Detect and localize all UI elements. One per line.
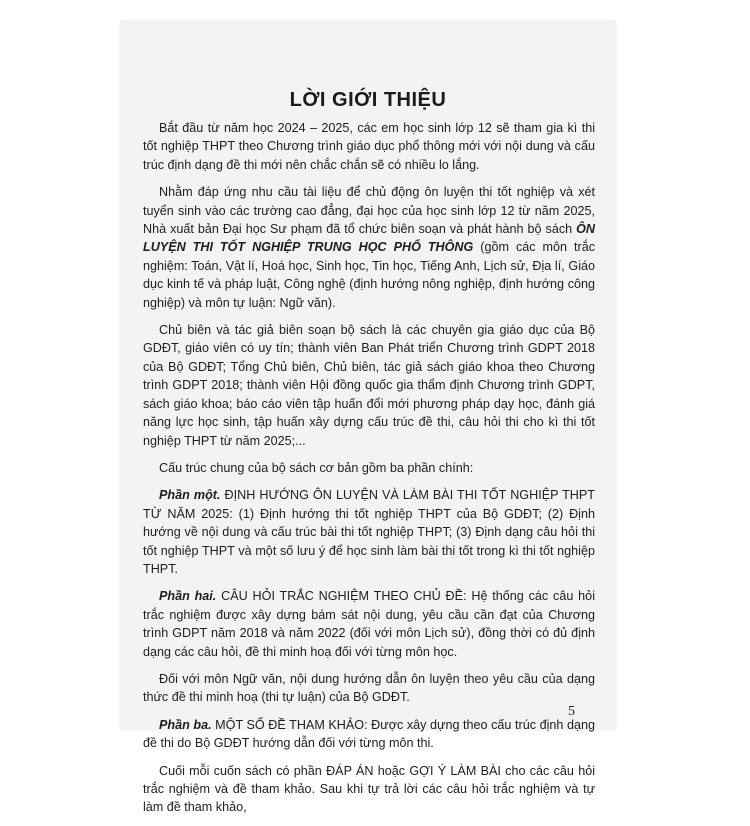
part-one-label: Phần một. xyxy=(159,488,221,503)
paragraph-part-one xyxy=(143,486,595,578)
paragraph-purpose-before: Nhằm đáp ứng nhu cầu tài liệu để chủ động ôn luyện thi tốt nghiệp và xét tuyển sinh vào các trường cao đẳng, đại học của học sinh lớp 12 từ năm 2025, Nhà xuất bản Đại học Sư phạm đã tổ chức biên soạn và phát hành bộ sách xyxy=(143,185,595,237)
paragraph-purpose-after: (gồm các môn trắc nghiệm: Toán, Vật lí, Hoá học, Sinh học, Tin học, Tiếng Anh, Lịch sử, Địa lí, Giáo dục kinh tế và pháp luật, Công nghệ (định hướng nông nghiệp, định hướng công nghiệp) và môn tự luận: Ngữ văn). xyxy=(143,240,596,310)
paragraph-answers: Cuối mỗi cuốn sách có phần ĐÁP ÁN hoặc GỢI Ý LÀM BÀI cho các câu hỏi trắc nghiệm và đề tham khảo. Sau khi tự trả lời các câu hỏi trắc nghiệm và tự làm đề tham khảo, xyxy=(143,763,595,815)
page-title: LỜI GIỚI THIỆU xyxy=(289,89,447,111)
part-three-label: Phần ba. xyxy=(159,717,212,732)
part-two-label: Phần hai. xyxy=(159,589,217,604)
paragraph-literature: Đối với môn Ngữ văn, nội dung hướng dẫn ôn luyện theo yêu cầu của dạng thức đề thi minh hoạ (thi tự luận) của Bộ GDĐT. xyxy=(143,671,595,705)
body-text xyxy=(143,119,595,826)
page-number: 5 xyxy=(568,704,575,719)
part-three-text: MỘT SỐ ĐỀ THAM KHẢO: Được xây dựng theo cấu trúc định dạng đề thi do Bộ GDĐT hướng dẫn đối với từng môn thi. xyxy=(143,717,596,751)
paragraph-structure: Cấu trúc chung của bộ sách cơ bản gồm ba phần chính: xyxy=(159,460,474,475)
part-one-text: ĐỊNH HƯỚNG ÔN LUYỆN VÀ LÀM BÀI THI TỐT NGHIỆP THPT TỪ NĂM 2025: (1) Định hướng thi tốt nghiệp THPT của Bộ GDĐT; (2) Định hướng về nội dung và cấu trúc bài thi tốt nghiệp THPT; (3) Định dạng câu hỏi thi tốt nghiệp THPT và một số lưu ý để học sinh làm bài thi tốt trong kì thi tốt nghiệp THPT. xyxy=(143,488,595,576)
paragraph-part-three xyxy=(143,716,595,753)
part-two-text: CÂU HỎI TRẮC NGHIỆM THEO CHỦ ĐỀ: Hệ thống các câu hỏi trắc nghiệm được xây dựng bám sát nội dung, yêu cầu cần đạt của Chương trình GDPT năm 2018 và năm 2022 (đối với môn Lịch sử), đồng thời có đủ định dạng các câu hỏi, đề thi minh hoạ đối với từng môn học. xyxy=(143,589,595,659)
paragraph-authors: Chủ biên và tác giả biên soạn bộ sách là các chuyên gia giáo dục của Bộ GDĐT, giáo viên có uy tín; thành viên Ban Phát triển Chương trình GDPT 2018 của Bộ GDĐT; Tổng Chủ biên, Chủ biên, tác giả sách giáo khoa theo Chương trình GDPT 2018; thành viên Hội đồng quốc gia thẩm định Chương trình GDPT, sách giáo khoa; báo cáo viên tập huấn đổi mới phương pháp dạy học, đánh giá năng lực học sinh, tập huấn xây dựng cấu trúc đề thi, câu hỏi thi cho kì thi tốt nghiệp THPT từ năm 2025;... xyxy=(143,323,595,448)
paragraph-intro: Bắt đầu từ năm học 2024 – 2025, các em học sinh lớp 12 sẽ tham gia kì thi tốt nghiệp THPT theo Chương trình giáo dục phổ thông mới với nội dung và cấu trúc định dạng đề thi mới nên chắc chắn sẽ có nhiều lo lắng. xyxy=(143,121,595,172)
paragraph-purpose xyxy=(143,183,595,312)
book-series-title: ÔN LUYỆN THI TỐT NGHIỆP TRUNG HỌC PHỔ THÔNG xyxy=(143,222,595,255)
paragraph-part-two xyxy=(143,587,595,661)
